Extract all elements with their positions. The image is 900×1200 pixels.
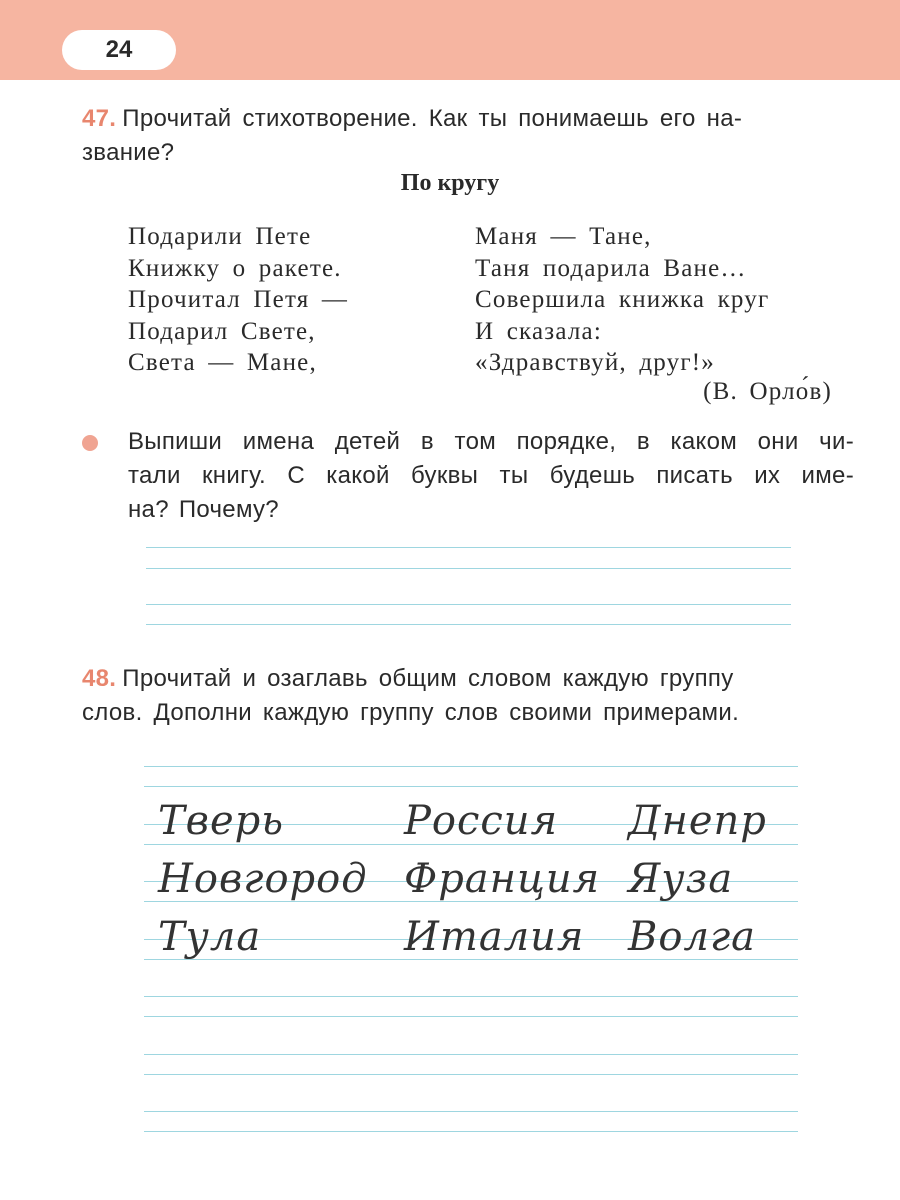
text-line: слов. Дополни каждую группу слов своими примерами. xyxy=(82,699,740,726)
writing-line xyxy=(144,1054,798,1055)
task-48 xyxy=(82,662,852,730)
poem-line: Подарил Свете, xyxy=(128,317,316,345)
writing-line xyxy=(144,766,798,767)
text-line: Прочитай стихотворение. Как ты понимаешь его на- xyxy=(122,105,743,132)
writing-line xyxy=(144,1074,798,1075)
writing-line xyxy=(146,624,791,625)
task-47-number: 47. xyxy=(82,105,117,132)
poem-left-column xyxy=(128,221,348,379)
task-48-number: 48. xyxy=(82,665,117,692)
cursive-word-river: Яуза xyxy=(628,856,734,902)
instruction-text xyxy=(128,425,854,527)
bullet-icon xyxy=(82,435,98,451)
text-line: Прочитай и озаглавь общим словом каждую группу xyxy=(122,665,734,692)
writing-line xyxy=(144,1016,798,1017)
poem-author: (В. Орло́в) xyxy=(703,378,832,405)
poem-line: «Здравствуй, друг!» xyxy=(475,349,715,376)
writing-line xyxy=(144,1131,798,1132)
writing-line xyxy=(146,568,791,569)
text-line: на? Почему? xyxy=(128,496,279,523)
poem-line: Подарили Пете xyxy=(128,223,312,250)
poem-line: Маня — Тане, xyxy=(475,223,652,250)
poem-title: По кругу xyxy=(400,170,500,196)
cursive-word-country: Россия xyxy=(404,798,559,844)
cursive-word-city: Новгород xyxy=(158,856,368,902)
writing-line xyxy=(144,1111,798,1112)
task-47 xyxy=(82,102,852,170)
cursive-word-river: Днепр xyxy=(628,798,767,844)
cursive-word-city: Тула xyxy=(158,914,262,960)
poem-right-column xyxy=(475,221,769,379)
text-line: звание? xyxy=(82,139,175,166)
page-number: 24 xyxy=(62,30,176,70)
writing-line xyxy=(144,786,798,787)
text-line: тали книгу. С какой буквы ты будешь писать их име- xyxy=(128,462,854,489)
cursive-word-river: Волга xyxy=(628,914,757,960)
cursive-word-country: Италия xyxy=(404,914,585,960)
text-line: Выпиши имена детей в том порядке, в каком они чи- xyxy=(128,428,854,455)
poem-line: Прочитал Петя — xyxy=(128,286,349,313)
writing-line xyxy=(146,604,791,605)
poem-line: Таня подарила Ване… xyxy=(475,254,747,282)
writing-line xyxy=(144,996,798,997)
poem-line: Книжку о ракете. xyxy=(128,254,342,282)
cursive-word-city: Тверь xyxy=(158,798,285,844)
poem-line: Света — Мане, xyxy=(128,349,317,376)
poem-line: И сказала: xyxy=(475,317,602,345)
task-47-text xyxy=(82,105,742,166)
writing-line xyxy=(144,844,798,845)
writing-line xyxy=(146,547,791,548)
cursive-word-country: Франция xyxy=(404,856,601,902)
task-48-text xyxy=(82,665,739,726)
poem-line: Совершила книжка круг xyxy=(475,286,770,313)
